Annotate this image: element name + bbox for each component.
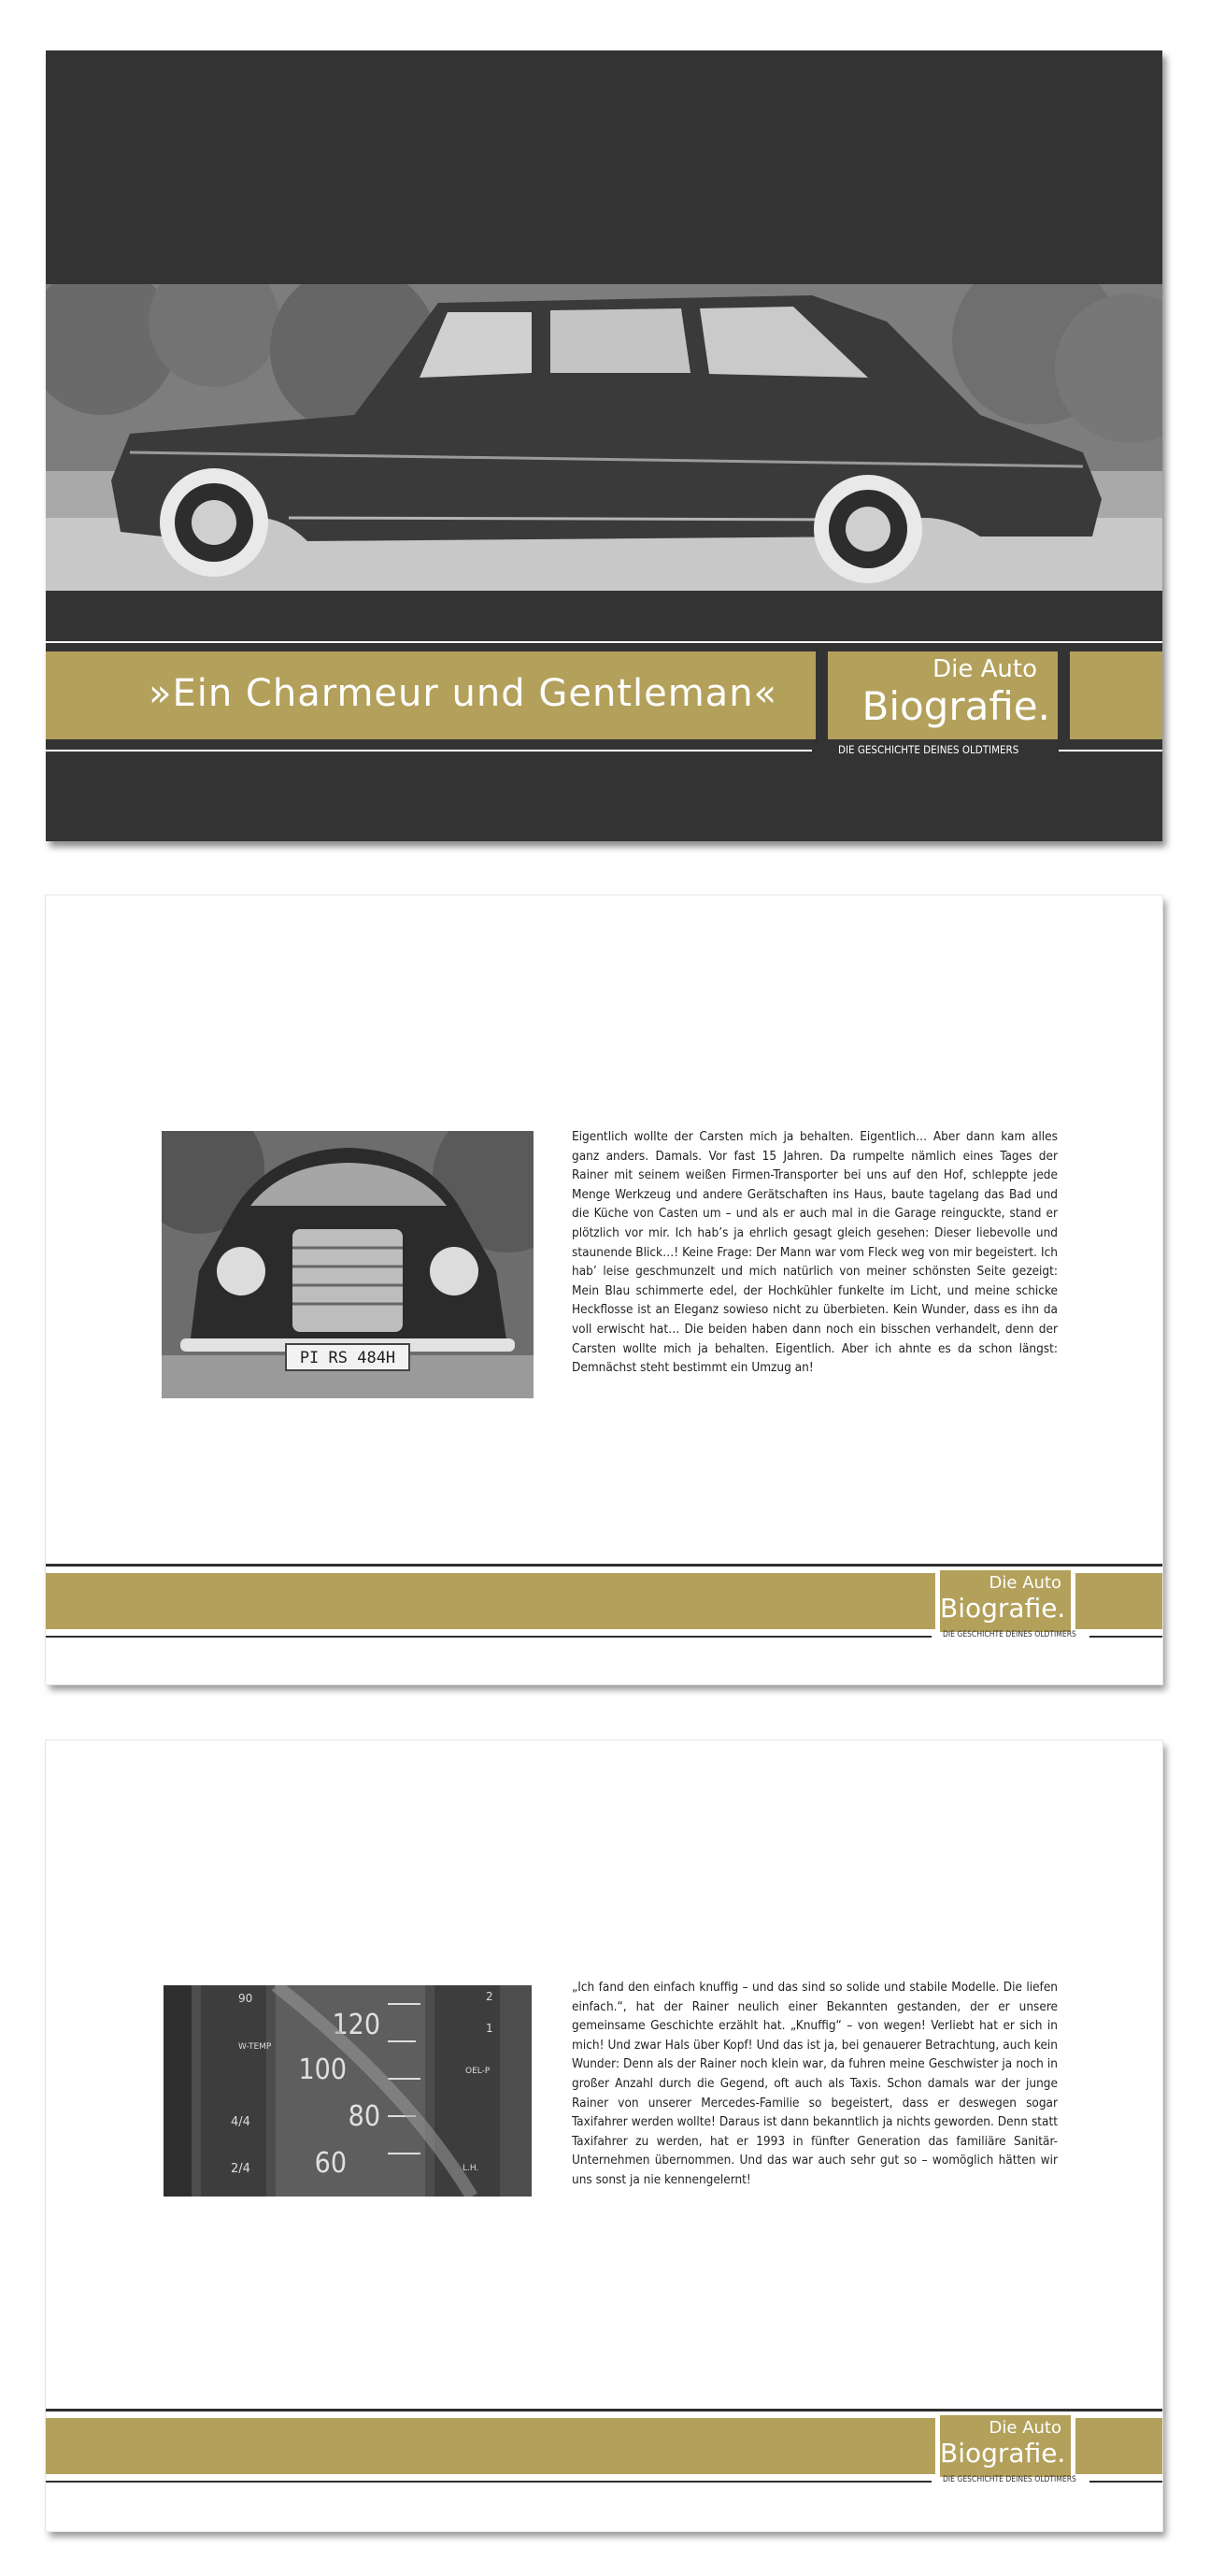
quote-band [46, 651, 816, 739]
story-text-2: „Ich fand den einfach knuffig – und das sind so solide und stabile Modelle. Die liefen einfach.“, hat der Rainer neulich einer Bekannten gestanden, der er unsere gemeinsame Geschichte erzählt hat. „Knuffig“ – von wegen! Verliebt hat er sich in mich! Und zwar Hals über Kopf! Und das ist ja, bei genauerer Betrachtung, auch kein Wunder: Denn als der Rainer noch klein war, da fuhren meine Geschwister ja noch in großer Anzahl durch die Gegend, oft auch als Taxis. Schon damals war der junge Rainer von unserer Mercedes-Familie so begeistert, dass er deswegen sogar Taxifahrer werden wollte! Daraus ist dann bekanntlich ja nichts geworden. Denn statt Taxifahrer zu werden, hat er 1993 in fünfter Generation das familiäre Sanitär-Unternehmen übernommen. Und das war auch sehr gut so – womöglich hätten wir uns sonst ja nie kennengelernt! [572, 1980, 1058, 2187]
story-text-1: Eigentlich wollte der Carsten mich ja behalten. Eigentlich… Aber dann kam alles ganz anders. Damals. Vor fast 15 Jahren. Da rumpelte nämlich eines Tages der Rainer mit seinem weißen Firmen-Transporter bei uns auf den Hof, schleppte jede Menge Werkzeug und andere Gerätschaften ins Haus, baute tagelang das Bad und die Küche von Casten um – und als er auch mal in die Garage reinguckte, stand er plötzlich vor mir. Ich hab’s ja ehrlich gesagt gleich gesehen: Dieser liebevolle und staunende Blick…! Keine Frage: Der Mann war vom Fleck weg von mir begeistert. Ich hab’ leise geschmunzelt und mich natürlich von meiner schönsten Seite gezeigt: Mein Blau schimmerte edel, der Hochkühler funkelte im Licht, und meine schicke Heckflosse ist an Eleganz sowieso nicht zu überbieten. Kein Wunder, dass es ihn da voll erwischt hat… Die beiden haben dann noch ein bisschen verhandelt, denn der Carsten wollte mich ja behalten. Eigentlich. Aber ich ahnte es da schon längst: Demnächst steht bestimmt ein Umzug an! [572, 1129, 1058, 1376]
footer-tagline: DIE GESCHICHTE DEINES OLDTIMERS [943, 2475, 1076, 2484]
footer-line-bottom-left [46, 1636, 932, 1638]
footer-line-bottom-left [46, 2481, 932, 2483]
speed-100: 100 [298, 2054, 347, 2086]
speed-60: 60 [314, 2147, 347, 2180]
footer-line-top [46, 2409, 1162, 2411]
footer-brand-top: Die Auto [989, 2418, 1061, 2438]
license-plate-text: PI RS 484H [299, 1349, 396, 1367]
cover-quote: »Ein Charmeur und Gentleman« [149, 672, 778, 715]
label-lh: L.H. [463, 2164, 479, 2173]
cover-page [46, 50, 1162, 841]
car-front-photo [162, 1131, 534, 1398]
footer-brand-top: Die Auto [989, 1573, 1061, 1593]
footer-brand-main: Biografie. [940, 1593, 1066, 1624]
speed-120: 120 [332, 2009, 380, 2041]
temp-90: 90 [238, 1992, 253, 2005]
footer-brand-main: Biografie. [940, 2438, 1066, 2469]
oil-2: 2 [486, 1990, 493, 2003]
footer-brand-logo [935, 2415, 1075, 2477]
story-page-1 [46, 895, 1162, 1684]
oil-1: 1 [486, 2022, 493, 2035]
brand-main-text: Biografie. [861, 683, 1050, 729]
label-oel-p: OEL-P [465, 2067, 491, 2076]
footer-line-bottom-right [1089, 2481, 1162, 2483]
story-page-2 [46, 1740, 1162, 2531]
divider-line-bottom-left [46, 750, 812, 751]
speedometer-illustration [164, 1985, 532, 2197]
fuel-2-4: 2/4 [231, 2162, 250, 2176]
car-front-illustration [162, 1131, 534, 1398]
brand-tagline: DIE GESCHICHTE DEINES OLDTIMERS [838, 743, 1019, 756]
sedan-side-illustration [46, 284, 1162, 591]
footer-tagline: DIE GESCHICHTE DEINES OLDTIMERS [943, 1630, 1076, 1639]
hero-car-photo [46, 284, 1162, 591]
divider-line-top [46, 641, 1162, 643]
gold-band-right [1070, 651, 1162, 739]
fuel-4-4: 4/4 [231, 2115, 250, 2129]
footer-line-top [46, 1564, 1162, 1567]
footer-line-bottom-right [1089, 1636, 1162, 1638]
footer-brand-logo [935, 1570, 1075, 1632]
brand-top-text: Die Auto [932, 655, 1037, 683]
brand-logo [828, 651, 1058, 739]
speed-80: 80 [348, 2100, 380, 2133]
speedometer-photo [164, 1985, 532, 2197]
divider-line-bottom-right [1059, 750, 1162, 751]
label-w-temp: W-TEMP [238, 2042, 272, 2052]
